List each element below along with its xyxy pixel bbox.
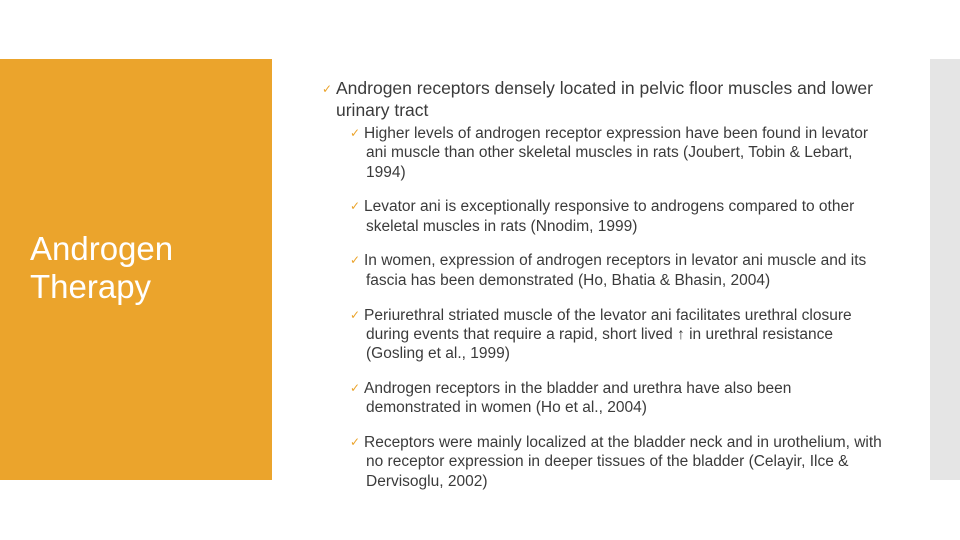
- sub-bullet-text: Androgen receptors in the bladder and urethra have also been demonstrated in women (Ho et al., 2004): [364, 379, 792, 417]
- check-bullet-icon: ✓: [322, 82, 333, 96]
- check-bullet-icon: ✓: [350, 253, 361, 268]
- main-bullet: [316, 78, 886, 121]
- sub-bullet-text: Levator ani is exceptionally responsive to androgens compared to other skeletal muscles in rats (Nnodim, 1999): [364, 198, 855, 235]
- sub-bullet: [350, 251, 886, 290]
- slide-title: Androgen Therapy: [30, 230, 174, 305]
- check-bullet-icon: ✓: [350, 126, 361, 140]
- main-bullet-text: Androgen receptors densely located in pelvic floor muscles and lower urinary tract: [336, 78, 873, 120]
- sub-bullet-text: Higher levels of androgen receptor expression have been found in levator ani muscle than other skeletal muscles in rats (Joubert, Tobin & Lebart, 1994): [364, 125, 869, 181]
- decorative-strip: [930, 59, 960, 480]
- sub-bullet-text: Receptors were mainly localized at the bladder neck and in urothelium, with no receptor expression in deeper tissues of the bladder (Celayir, Ilce & Dervisoglu, 2002): [364, 434, 882, 490]
- check-bullet-icon: ✓: [350, 199, 361, 214]
- sub-bullet: [350, 124, 886, 182]
- check-bullet-icon: ✓: [350, 307, 361, 322]
- check-bullet-icon: ✓: [350, 380, 361, 395]
- sub-bullet-text: Periurethral striated muscle of the levator ani facilitates urethral closure during events that require a rapid, short lived ↑ in urethral resistance (Gosling et al., 1999): [364, 306, 852, 363]
- sub-bullet: [350, 306, 886, 364]
- check-bullet-icon: ✓: [350, 435, 361, 450]
- sub-bullet: [350, 197, 886, 236]
- content-area: [316, 78, 886, 506]
- sub-bullet: [350, 379, 886, 418]
- sub-bullet-list: [316, 124, 886, 491]
- sub-bullet-text: In women, expression of androgen receptors in levator ani muscle and its fascia has been demonstrated (Ho, Bhatia & Bhasin, 2004): [364, 252, 867, 289]
- sub-bullet: [350, 433, 886, 491]
